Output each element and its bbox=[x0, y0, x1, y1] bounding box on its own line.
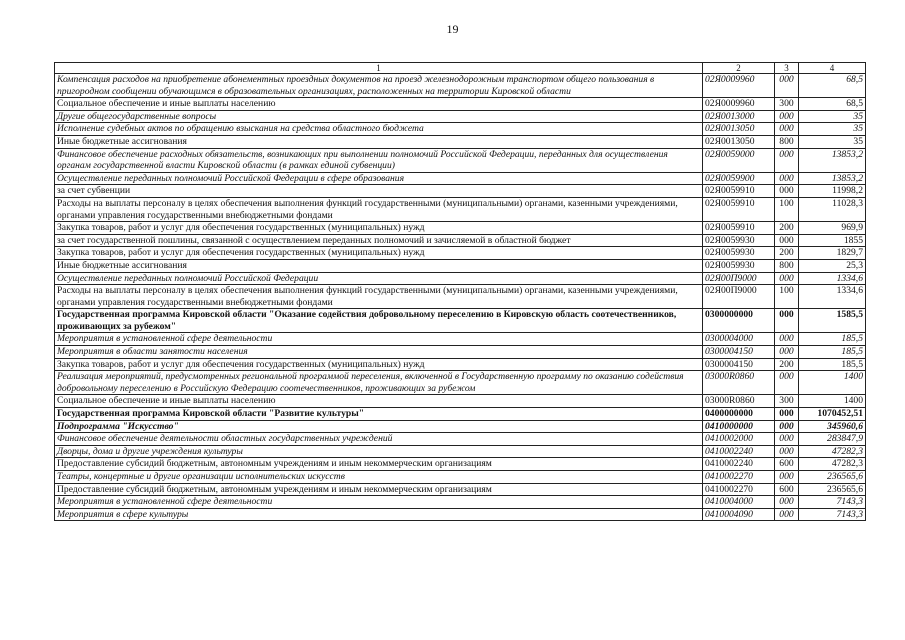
cell-code: 0300000000 bbox=[703, 309, 775, 333]
cell-type: 000 bbox=[775, 471, 799, 484]
cell-sum: 1829,7 bbox=[799, 247, 866, 260]
table-row bbox=[55, 135, 866, 148]
table-row bbox=[55, 445, 866, 458]
table-row bbox=[55, 420, 866, 433]
cell-sum: 1070452,51 bbox=[799, 408, 866, 421]
cell-type: 000 bbox=[775, 346, 799, 359]
cell-code: 02Я00П9000 bbox=[703, 285, 775, 309]
cell-sum: 1400 bbox=[799, 371, 866, 395]
cell-sum: 1585,5 bbox=[799, 309, 866, 333]
cell-type: 000 bbox=[775, 408, 799, 421]
table-row bbox=[55, 259, 866, 272]
cell-sum: 13853,2 bbox=[799, 148, 866, 172]
cell-type: 000 bbox=[775, 433, 799, 446]
cell-sum: 47282,3 bbox=[799, 445, 866, 458]
cell-name: Иные бюджетные ассигнования bbox=[55, 259, 703, 272]
table-row bbox=[55, 458, 866, 471]
cell-type: 000 bbox=[775, 172, 799, 185]
cell-name: Подпрограмма "Искусство" bbox=[55, 420, 703, 433]
header-col-2: 2 bbox=[703, 63, 775, 74]
table-row bbox=[55, 371, 866, 395]
cell-type: 000 bbox=[775, 508, 799, 521]
cell-code: 0410002270 bbox=[703, 483, 775, 496]
table-row bbox=[55, 110, 866, 123]
header-col-4: 4 bbox=[799, 63, 866, 74]
cell-type: 000 bbox=[775, 420, 799, 433]
cell-name: Другие общегосударственные вопросы bbox=[55, 110, 703, 123]
cell-sum: 35 bbox=[799, 135, 866, 148]
table-row bbox=[55, 197, 866, 221]
cell-sum: 47282,3 bbox=[799, 458, 866, 471]
cell-name: Расходы на выплаты персоналу в целях обеспечения выполнения функций государственными (муниципальными) органами, казенными учреждениями, органами управления государственными внебюджетными фондами bbox=[55, 285, 703, 309]
cell-type: 000 bbox=[775, 74, 799, 98]
cell-type: 100 bbox=[775, 197, 799, 221]
table-row bbox=[55, 247, 866, 260]
table-row bbox=[55, 123, 866, 136]
cell-name: Иные бюджетные ассигнования bbox=[55, 135, 703, 148]
cell-code: 0410004000 bbox=[703, 496, 775, 509]
cell-type: 200 bbox=[775, 222, 799, 235]
cell-sum: 185,5 bbox=[799, 333, 866, 346]
cell-code: 02Я0059910 bbox=[703, 222, 775, 235]
cell-code: 02Я0059930 bbox=[703, 259, 775, 272]
table-row bbox=[55, 98, 866, 111]
cell-name: Предоставление субсидий бюджетным, автономным учреждениям и иным некоммерческим организациям bbox=[55, 483, 703, 496]
cell-name: Реализация мероприятий, предусмотренных региональной программой переселения, включенной в Государственную программу по оказанию содействия добровольному переселению в Российскую Федерацию соотечественников, проживающих за рубежом bbox=[55, 371, 703, 395]
cell-sum: 236565,6 bbox=[799, 483, 866, 496]
table-row bbox=[55, 234, 866, 247]
page-number: 19 bbox=[446, 22, 459, 36]
cell-code: 0410002240 bbox=[703, 445, 775, 458]
cell-name: Исполнение судебных актов по обращению взыскания на средства областного бюджета bbox=[55, 123, 703, 136]
cell-code: 02Я00П9000 bbox=[703, 272, 775, 285]
cell-type: 000 bbox=[775, 123, 799, 136]
cell-name: Театры, концертные и другие организации исполнительских искусств bbox=[55, 471, 703, 484]
cell-code: 02Я0013050 bbox=[703, 135, 775, 148]
table-row bbox=[55, 358, 866, 371]
table-row bbox=[55, 433, 866, 446]
cell-code: 02Я0009960 bbox=[703, 74, 775, 98]
cell-name: Компенсация расходов на приобретение абонементных проездных документов на проезд железнодорожным транспортом общего пользования в пригородном сообщении обучающимся в образовательных организациях, расположенных на территории Кировской области bbox=[55, 74, 703, 98]
cell-code: 02Я0013050 bbox=[703, 123, 775, 136]
cell-code: 02Я0059000 bbox=[703, 148, 775, 172]
cell-sum: 1855 bbox=[799, 234, 866, 247]
table-row bbox=[55, 272, 866, 285]
cell-name: Финансовое обеспечение деятельности областных государственных учреждений bbox=[55, 433, 703, 446]
cell-code: 02Я0009960 bbox=[703, 98, 775, 111]
cell-code: 02Я0059900 bbox=[703, 172, 775, 185]
cell-sum: 25,3 bbox=[799, 259, 866, 272]
table-row bbox=[55, 309, 866, 333]
table-row bbox=[55, 408, 866, 421]
table-row bbox=[55, 74, 866, 98]
cell-type: 000 bbox=[775, 234, 799, 247]
cell-name: Государственная программа Кировской области "Оказание содействия добровольному переселению в Кировскую область соотечественников, проживающих за рубежом" bbox=[55, 309, 703, 333]
cell-code: 0400000000 bbox=[703, 408, 775, 421]
table-row bbox=[55, 346, 866, 359]
cell-type: 600 bbox=[775, 483, 799, 496]
cell-name: Расходы на выплаты персоналу в целях обеспечения выполнения функций государственными (муниципальными) органами, казенными учреждениями, органами управления государственными внебюджетными фондами bbox=[55, 197, 703, 221]
cell-type: 000 bbox=[775, 272, 799, 285]
cell-name: Осуществление переданных полномочий Российской Федерации bbox=[55, 272, 703, 285]
cell-name: Дворцы, дома и другие учреждения культуры bbox=[55, 445, 703, 458]
cell-sum: 185,5 bbox=[799, 358, 866, 371]
cell-sum: 68,5 bbox=[799, 74, 866, 98]
cell-name: Мероприятия в области занятости населения bbox=[55, 346, 703, 359]
cell-sum: 11028,3 bbox=[799, 197, 866, 221]
cell-sum: 68,5 bbox=[799, 98, 866, 111]
cell-sum: 35 bbox=[799, 123, 866, 136]
table-row bbox=[55, 148, 866, 172]
cell-type: 000 bbox=[775, 333, 799, 346]
cell-sum: 1334,6 bbox=[799, 285, 866, 309]
cell-type: 200 bbox=[775, 247, 799, 260]
table-row bbox=[55, 185, 866, 198]
cell-name: Социальное обеспечение и иные выплаты населению bbox=[55, 395, 703, 408]
cell-code: 0410000000 bbox=[703, 420, 775, 433]
cell-code: 0410002270 bbox=[703, 471, 775, 484]
cell-sum: 1334,6 bbox=[799, 272, 866, 285]
table-row bbox=[55, 508, 866, 521]
cell-type: 100 bbox=[775, 285, 799, 309]
cell-sum: 7143,3 bbox=[799, 496, 866, 509]
cell-type: 800 bbox=[775, 259, 799, 272]
cell-code: 02Я0059910 bbox=[703, 185, 775, 198]
table-row bbox=[55, 172, 866, 185]
cell-name: Мероприятия в сфере культуры bbox=[55, 508, 703, 521]
cell-type: 000 bbox=[775, 371, 799, 395]
budget-table bbox=[54, 62, 866, 521]
cell-code: 02Я0059910 bbox=[703, 197, 775, 221]
cell-type: 600 bbox=[775, 458, 799, 471]
cell-type: 000 bbox=[775, 496, 799, 509]
cell-name: Закупка товаров, работ и услуг для обеспечения государственных (муниципальных) нужд bbox=[55, 222, 703, 235]
cell-sum: 1400 bbox=[799, 395, 866, 408]
cell-code: 0410002240 bbox=[703, 458, 775, 471]
cell-type: 000 bbox=[775, 309, 799, 333]
cell-name: Осуществление переданных полномочий Российской Федерации в сфере образования bbox=[55, 172, 703, 185]
cell-code: 03000R0860 bbox=[703, 371, 775, 395]
cell-name: Мероприятия в установленной сфере деятельности bbox=[55, 333, 703, 346]
table-row bbox=[55, 483, 866, 496]
cell-name: Государственная программа Кировской области "Развитие культуры" bbox=[55, 408, 703, 421]
cell-name: Социальное обеспечение и иные выплаты населению bbox=[55, 98, 703, 111]
cell-code: 0300004000 bbox=[703, 333, 775, 346]
cell-code: 0300004150 bbox=[703, 346, 775, 359]
cell-code: 02Я0059930 bbox=[703, 247, 775, 260]
table-row bbox=[55, 285, 866, 309]
cell-code: 0300004150 bbox=[703, 358, 775, 371]
cell-name: за счет государственной пошлины, связанной с осуществлением переданных полномочий и зачисляемой в областной бюджет bbox=[55, 234, 703, 247]
table-row bbox=[55, 333, 866, 346]
header-col-3: 3 bbox=[775, 63, 799, 74]
header-col-1: 1 bbox=[55, 63, 703, 74]
table-row bbox=[55, 395, 866, 408]
table-row bbox=[55, 496, 866, 509]
cell-code: 03000R0860 bbox=[703, 395, 775, 408]
cell-type: 300 bbox=[775, 395, 799, 408]
cell-sum: 35 bbox=[799, 110, 866, 123]
cell-sum: 185,5 bbox=[799, 346, 866, 359]
table-body bbox=[55, 74, 866, 521]
table-row bbox=[55, 471, 866, 484]
cell-name: Закупка товаров, работ и услуг для обеспечения государственных (муниципальных) нужд bbox=[55, 247, 703, 260]
cell-type: 000 bbox=[775, 445, 799, 458]
cell-type: 000 bbox=[775, 148, 799, 172]
cell-name: Мероприятия в установленной сфере деятельности bbox=[55, 496, 703, 509]
cell-type: 000 bbox=[775, 185, 799, 198]
cell-type: 300 bbox=[775, 98, 799, 111]
cell-name: Предоставление субсидий бюджетным, автономным учреждениям и иным некоммерческим организациям bbox=[55, 458, 703, 471]
cell-sum: 11998,2 bbox=[799, 185, 866, 198]
cell-sum: 969,9 bbox=[799, 222, 866, 235]
table-row bbox=[55, 222, 866, 235]
table-header-row bbox=[55, 63, 866, 74]
cell-type: 200 bbox=[775, 358, 799, 371]
cell-name: Финансовое обеспечение расходных обязательств, возникающих при выполнении полномочий Российской Федерации, переданных для осуществления органам государственной власти Кировской области (в рамках единой субвенции) bbox=[55, 148, 703, 172]
cell-code: 0410002000 bbox=[703, 433, 775, 446]
cell-name: за счет субвенции bbox=[55, 185, 703, 198]
cell-sum: 13853,2 bbox=[799, 172, 866, 185]
cell-type: 800 bbox=[775, 135, 799, 148]
cell-sum: 345960,6 bbox=[799, 420, 866, 433]
cell-type: 000 bbox=[775, 110, 799, 123]
cell-sum: 7143,3 bbox=[799, 508, 866, 521]
cell-sum: 283847,9 bbox=[799, 433, 866, 446]
cell-code: 02Я0059930 bbox=[703, 234, 775, 247]
cell-sum: 236565,6 bbox=[799, 471, 866, 484]
cell-name: Закупка товаров, работ и услуг для обеспечения государственных (муниципальных) нужд bbox=[55, 358, 703, 371]
cell-code: 0410004090 bbox=[703, 508, 775, 521]
cell-code: 02Я0013000 bbox=[703, 110, 775, 123]
